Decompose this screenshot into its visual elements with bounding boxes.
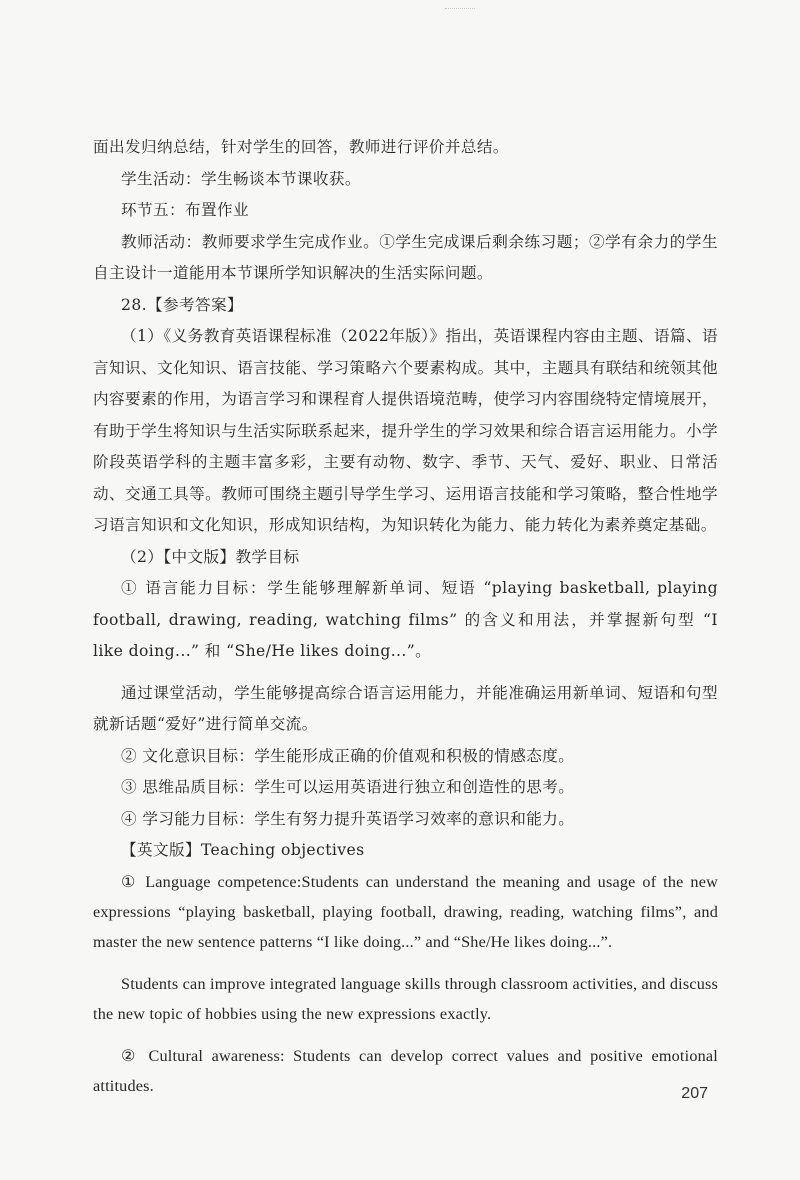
- objective-item: ② 文化意识目标：学生能形成正确的价值观和积极的情感态度。: [121, 746, 575, 765]
- objective-item: ① 语言能力目标：学生能够理解新单词、短语 “playing basketball, playing football, drawing, reading, watching films” 的含义和用法，并掌握新句型 “I like doing...” 和 “She/He likes doing...”。: [93, 579, 718, 660]
- answer-heading: 28.【参考答案】: [121, 295, 243, 314]
- paragraph: （1）《义务教育英语课程标准（2022年版）》指出，英语课程内容由主题、语篇、语言知识、文化知识、语言技能、学习策略六个要素构成。其中，主题具有联结和统领其他内容要素的作用，为语言学习和课程育人提供语境范畴，使学习内容围绕特定情境展开，有助于学生将知识与生活实际联系起来，提升学生的学习效果和综合语言运用能力。小学阶段英语学科的主题丰富多彩，主要有动物、数字、季节、天气、爱好、职业、日常活动、交通工具等。教师可围绕主题引导学生学习、运用语言技能和学习策略，整合性地学习语言知识和文化知识，形成知识结构，为知识转化为能力、能力转化为素养奠定基础。: [93, 327, 718, 534]
- objective-item: ① Language competence:Students can understand the meaning and usage of the new expressions “playing basketball, playing football, drawing, reading, watching films”, and master the new sentence patterns “I like doing...” and “She/He likes doing...”.: [93, 872, 718, 951]
- scan-mark: [445, 8, 475, 11]
- paragraph: 通过课堂活动，学生能够提高综合语言运用能力，并能准确运用新单词、短语和句型就新话题“爱好”进行简单交流。: [93, 683, 718, 733]
- section-heading: （2）【中文版】教学目标: [121, 547, 300, 566]
- page-body: [93, 132, 718, 1101]
- objective-item: ② Cultural awareness: Students can develop correct values and positive emotional attitudes.: [93, 1046, 718, 1095]
- section-heading: 【英文版】Teaching objectives: [121, 841, 365, 859]
- objective-item: ③ 思维品质目标：学生可以运用英语进行独立和创造性的思考。: [121, 778, 575, 796]
- paragraph: Students can improve integrated language skills through classroom activities, and discuss the new topic of hobbies using the new expressions exactly.: [93, 974, 718, 1023]
- paragraph: 面出发归纳总结，针对学生的回答，教师进行评价并总结。: [93, 138, 509, 156]
- paragraph: 教师活动：教师要求学生完成作业。①学生完成课后剩余练习题；②学有余力的学生自主设计一道能用本节课所学知识解决的生活实际问题。: [93, 232, 718, 282]
- paragraph: 学生活动：学生畅谈本节课收获。: [121, 169, 361, 188]
- page-number: 207: [681, 1085, 708, 1102]
- objective-item: ④ 学习能力目标：学生有努力提升英语学习效率的意识和能力。: [121, 809, 575, 828]
- paragraph: 环节五：布置作业: [121, 201, 249, 219]
